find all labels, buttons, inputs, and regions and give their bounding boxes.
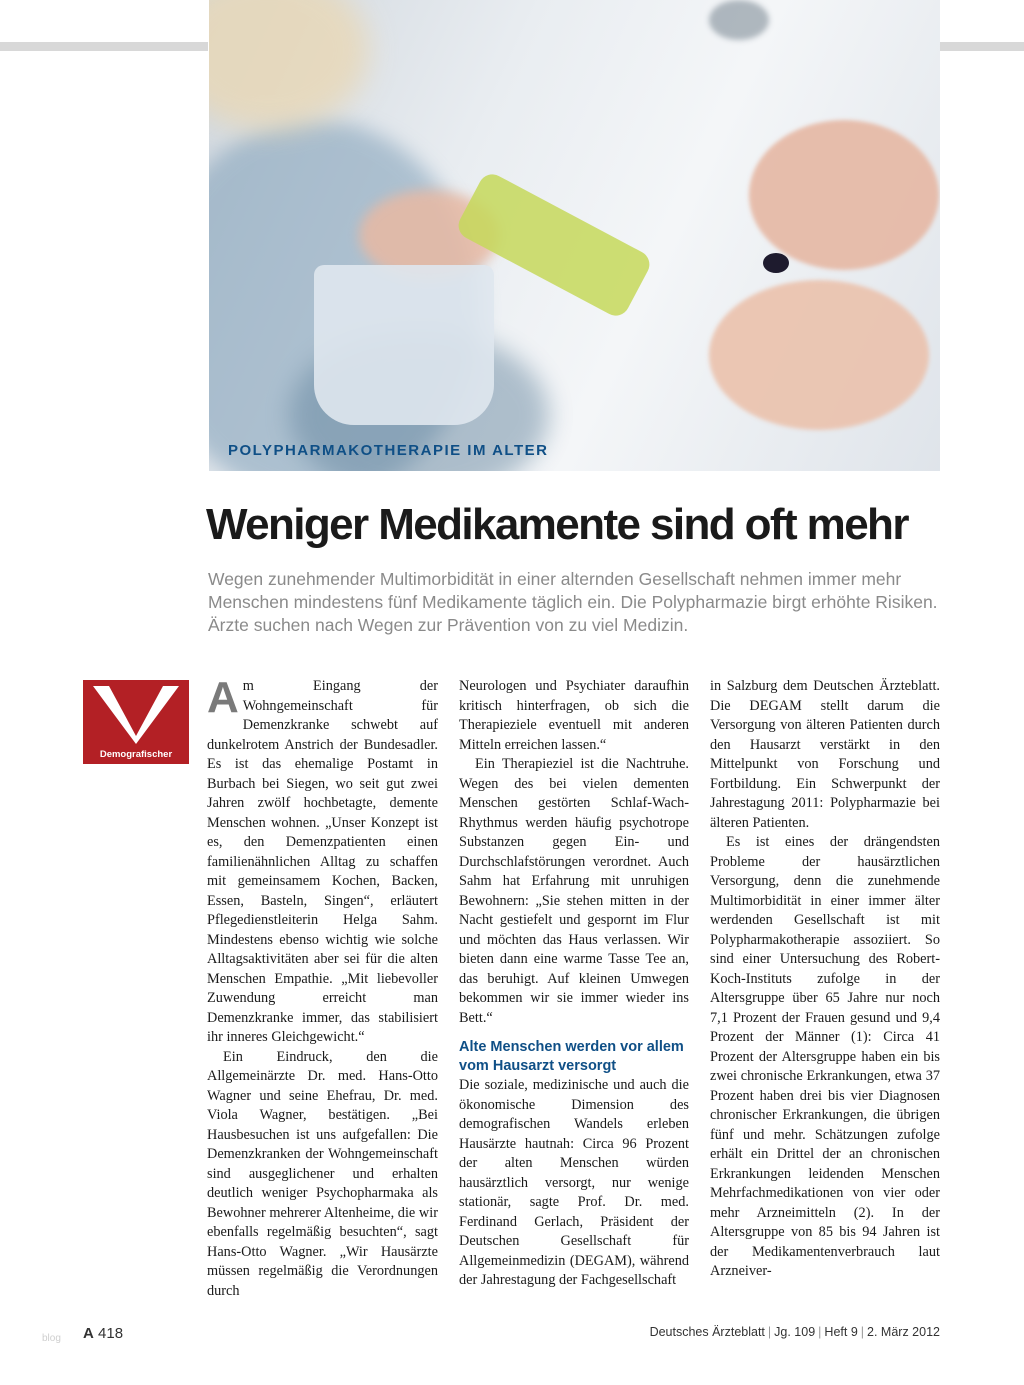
paragraph-text: m Eingang der Wohngemeinschaft für Demenzkranke schwebt auf dunkelrotem Anstrich der Bundesadler. Es ist das ehemalige Postamt in Burbach bei Siegen, wo seit gut zwei Jahren zwölf hochbetagte, demente Menschen wohnen. „Unser Konzept ist es, den Demenzpatienten einen familienähnlichen Alltag zu schaffen mit gemeinsamem Kochen, Backen, Essen, Basteln, Singen“, erläutert Pflegedienstleiterin Helga Sahm. Mindestens ebenso wichtig wie solche Alltagsaktivitäten aber sei für die alten Menschen Empathie. „Mit liebevoller Zuwendung erreicht man Demenzkranke immer, das stabilisiert ihr inneres Gleichgewicht.“ [207,678,438,1045]
column-1 [207,673,438,1301]
demography-chevron-icon [83,680,189,746]
page-number [83,1325,123,1342]
top-rule-left [0,42,208,51]
page-number-value: 418 [98,1325,124,1342]
journal-footer: Deutsches Ärzteblatt | Jg. 109 | Heft 9 | 2. März 2012 [649,1325,940,1339]
article-lede: Wegen zunehmender Multimorbidität in einer alternden Gesellschaft nehmen immer mehr Menschen mindestens fünf Medikamente täglich ein. Die Polypharmazie birgt erhöhte Risiken. Ärzte suchen nach Wegen zur Prävention von zu viel Medizin. [208,569,938,635]
top-rule-right [940,42,1024,51]
column-3 [710,677,940,1282]
paragraph: Ein Therapieziel ist die Nachtruhe. Wegen des bei vielen dementen Menschen gestörten Schlaf-Wach-Rhythmus werden häufig psychotrope Substanzen gegen Ein- und Durchschlafstörungen verordnet. Auch Sahm hat Erfahrung mit unruhigen Bewohnern: „Sie stehen mitten in der Nacht gestiefelt und gespornt im Flur und möchten das Haus verlassen. Wir bieten dann eine warme Tasse Tee an, das beruhigt. Auf kleinen Umwegen bekommen wir sie immer wieder ins Bett.“ [459,756,689,1026]
section-kicker: POLYPHARMAKOTHERAPIE IM ALTER [228,442,549,459]
paragraph: Ein Eindruck, den die Allgemeinärzte Dr. med. Hans-Otto Wagner und seine Ehefrau, Dr. med. Viola Wagner, bestätigen. „Bei Hausbesuchen ist uns aufgefallen: Die Demenzkranken der Wohngemeinschaft sind ausgeglichener und erhalten deutlich weniger Psychopharmaka als Bewohner mehrerer Altenheime, die wir ebenfalls regelmäßig besuchten“, sagt Hans-Otto Wagner. „Wir Hausärzte müssen regelmäßig die Verordnungen durch [207,1048,438,1299]
watermark: blog [42,1333,61,1344]
journal-name: Deutsches Ärzteblatt [649,1325,765,1339]
section-badge: Demografischer Wandel [83,745,189,764]
paragraph: Es ist eines der drängendsten Probleme der hausärztlichen Versorgung, denn die zunehmende Multimorbidität in einer immer älter werdenden Gesellschaft ist mit Polypharmakotherapie assoziiert. So sind einer Untersuchung des Robert-Koch-Instituts zufolge in der Altersgruppe über 65 Jahre nur noch 7,1 Prozent der Frauen gesund und 9,4 Prozent der Männer (1): Circa 41 Prozent der Altersgruppe haben ein bis zwei chronische Erkrankungen, etwa 37 Prozent haben drei bis vier Diagnosen chronischer Erkrankungen, die übrigen fünf und mehr. Schätzungen zufolge erhält ein Drittel der an chronischen Erkrankungen leidenden Menschen Mehrfachmedikationen von vier oder mehr Arzneimitteln (2). In der Altersgruppe von 85 bis 94 Jahren ist der Medikamentenverbrauch laut Arzneiver- [710,834,940,1279]
paragraph: in Salzburg dem Deutschen Ärzteblatt. Die DEGAM stellt darum die Versorgung von älteren Patienten durch den Hausarzt verstärkt in den Mittelpunkt von Forschung und Fortbildung. Ein Schwerpunkt der Jahrestagung 2011: Polypharmazie bei älteren Patienten. [710,678,940,831]
page-prefix: A [83,1325,94,1342]
journal-volume: Jg. 109 [774,1325,816,1339]
journal-issue: Heft 9 [824,1325,858,1339]
paragraph: Neurologen und Psychiater daraufhin kritisch hinterfragen, ob sich die Therapieziele eventuell mit anderen Mitteln erreichen lassen.“ [459,678,689,753]
article-title: Weniger Medikamente sind oft mehr [206,500,908,549]
drop-cap: A [207,673,239,722]
paragraph: Die soziale, medizinische und auch die ökonomische Dimension des demografischen Wandels erleben Hausärzte hautnah: Circa 96 Prozent der alten Menschen würden hausärztlich versorgt, nur wenige stationär, sagte Prof. Dr. med. Ferdinand Gerlach, Präsident der Deutschen Gesellschaft für Allgemeinmedizin (DEGAM), während der Jahrestagung der Fachgesellschaft [459,1077,689,1288]
subheading: Alte Menschen werden vor allem vom Hausarzt versorgt [459,1039,684,1074]
hero-photo [209,0,940,471]
column-2 [459,677,689,1291]
paragraph [207,673,438,1048]
journal-date: 2. März 2012 [867,1325,940,1339]
